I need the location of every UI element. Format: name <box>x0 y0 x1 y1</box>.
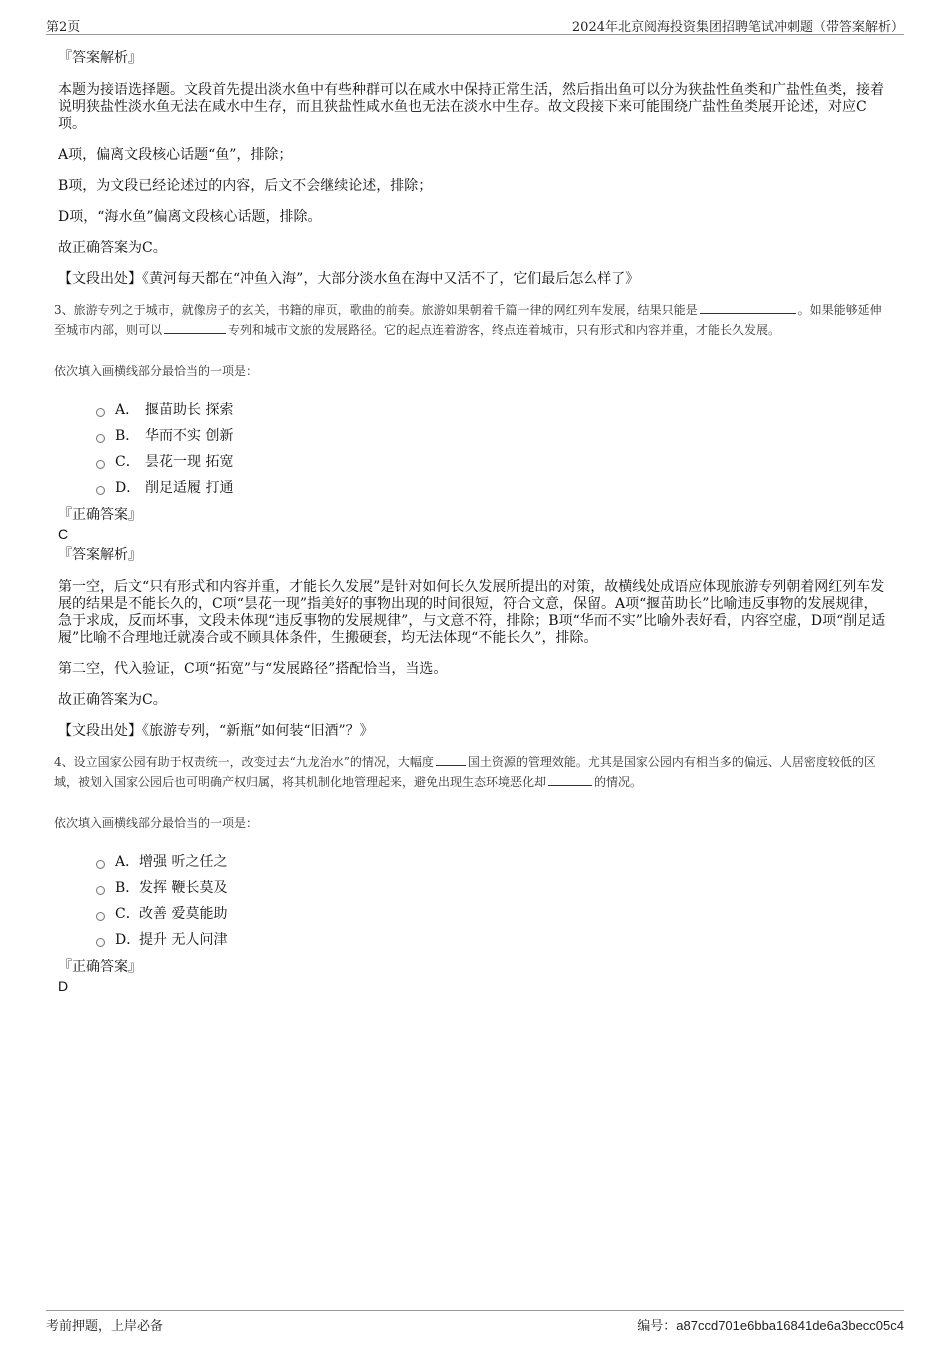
answer-blank <box>548 773 592 786</box>
page-footer <box>46 1310 904 1335</box>
page-content <box>54 42 890 995</box>
radio-icon[interactable] <box>96 434 105 443</box>
radio-icon[interactable] <box>96 460 105 469</box>
analysis-label: 『答案解析』 <box>58 547 142 563</box>
analysis-paragraph: 故正确答案为C。 <box>58 240 167 256</box>
document-code: 编号：a87ccd701e6bba16841de6a3becc05c4 <box>637 1318 904 1334</box>
correct-answer-value: D <box>58 978 69 994</box>
footer-slogan: 考前押题，上岸必备 <box>46 1319 164 1334</box>
option-b[interactable]: B． 发挥 鞭长莫及 <box>96 875 890 901</box>
analysis-paragraph: 第二空，代入验证，C项“拓宽”与“发展路径”搭配恰当，当选。 <box>58 661 448 677</box>
question-3-options <box>96 397 890 501</box>
option-c[interactable]: C． 昙花一现 拓宽 <box>96 449 890 475</box>
analysis-paragraph: 故正确答案为C。 <box>58 692 167 708</box>
analysis-paragraph: 本题为接语选择题。文段首先提出淡水鱼中有些种群可以在咸水中保持正常生活，然后指出鱼可以分为狭盐性鱼类和广盐性鱼类，接着说明狭盐性淡水鱼无法在咸水中生存，而且狭盐性咸水鱼也无法在淡水中生存。故文段接下来可能围绕广盐性鱼类展开论述，对应C项。 <box>58 82 884 132</box>
radio-icon[interactable] <box>96 938 105 947</box>
analysis-paragraph: D项，“海水鱼”偏离文段核心话题，排除。 <box>58 209 322 225</box>
option-a[interactable]: A． 增强 听之任之 <box>96 849 890 875</box>
source-citation: 【文段出处】《旅游专列，“新瓶”如何装“旧酒”？》 <box>58 723 374 739</box>
option-d[interactable]: D． 削足适履 打通 <box>96 475 890 501</box>
radio-icon[interactable] <box>96 408 105 417</box>
question-4-text: 4、设立国家公园有助于权责统一，改变过去“九龙治水”的情况，大幅度 国土资源的管理效能。尤其是国家公园内有相当多的偏远、人居密度较低的区域，被划入国家公园后也可明确产权归属，将其机制化地管理起来，避免出现生态环境恶化却 的情况。 <box>54 755 876 789</box>
option-d[interactable]: D． 提升 无人问津 <box>96 927 890 953</box>
question-3-prompt: 依次填入画横线部分最恰当的一项是： <box>54 364 259 378</box>
document-title: 2024年北京阅海投资集团招聘笔试冲刺题（带答案解析） <box>571 20 904 35</box>
correct-answer-label: 『正确答案』 <box>58 507 142 523</box>
answer-blank <box>436 753 466 766</box>
question-3-text: 3、旅游专列之于城市，就像房子的玄关，书籍的扉页，歌曲的前奏。旅游如果朝着千篇一律的网红列车发展，结果只能是 。如果能够延伸至城市内部，则可以 专列和城市文旅的发展路径。它的起点连着游客，终点连着城市，只有形式和内容并重，才能长久发展。 <box>54 303 882 337</box>
answer-blank <box>700 301 796 314</box>
analysis-paragraph: A项，偏离文段核心话题“鱼”，排除； <box>58 147 293 163</box>
question-4-options <box>96 849 890 953</box>
analysis-paragraph: 第一空，后文“只有形式和内容并重，才能长久发展”是针对如何长久发展所提出的对策，故横线处成语应体现旅游专列朝着网红列车发展的结果是不能长久的，C项“昙花一现”指美好的事物出现的时间很短，符合文意，保留。A项“揠苗助长”比喻违反事物的发展规律，急于求成，反而坏事，文段未体现“违反事物的发展规律”，与文意不符，排除；B项“华而不实”比喻外表好看，内容空虚，D项“削足适履”比喻不合理地迁就凑合或不顾具体条件，生搬硬套，均无法体现“不能长久”，排除。 <box>58 579 886 646</box>
radio-icon[interactable] <box>96 886 105 895</box>
option-c[interactable]: C． 改善 爱莫能助 <box>96 901 890 927</box>
radio-icon[interactable] <box>96 860 105 869</box>
answer-blank <box>164 321 226 334</box>
source-citation: 【文段出处】《黄河每天都在“冲鱼入海”，大部分淡水鱼在海中又活不了，它们最后怎么样了》 <box>58 271 640 287</box>
option-a[interactable]: A． 揠苗助长 探索 <box>96 397 890 423</box>
question-4-prompt: 依次填入画横线部分最恰当的一项是： <box>54 816 259 830</box>
page-number: 第2页 <box>46 20 81 35</box>
radio-icon[interactable] <box>96 912 105 921</box>
correct-answer-label: 『正确答案』 <box>58 959 142 975</box>
analysis-paragraph: B项，为文段已经论述过的内容，后文不会继续论述，排除； <box>58 178 433 194</box>
analysis-label: 『答案解析』 <box>58 50 142 66</box>
option-b[interactable]: B． 华而不实 创新 <box>96 423 890 449</box>
correct-answer-value: C <box>58 526 69 542</box>
radio-icon[interactable] <box>96 486 105 495</box>
page-header <box>46 14 904 35</box>
